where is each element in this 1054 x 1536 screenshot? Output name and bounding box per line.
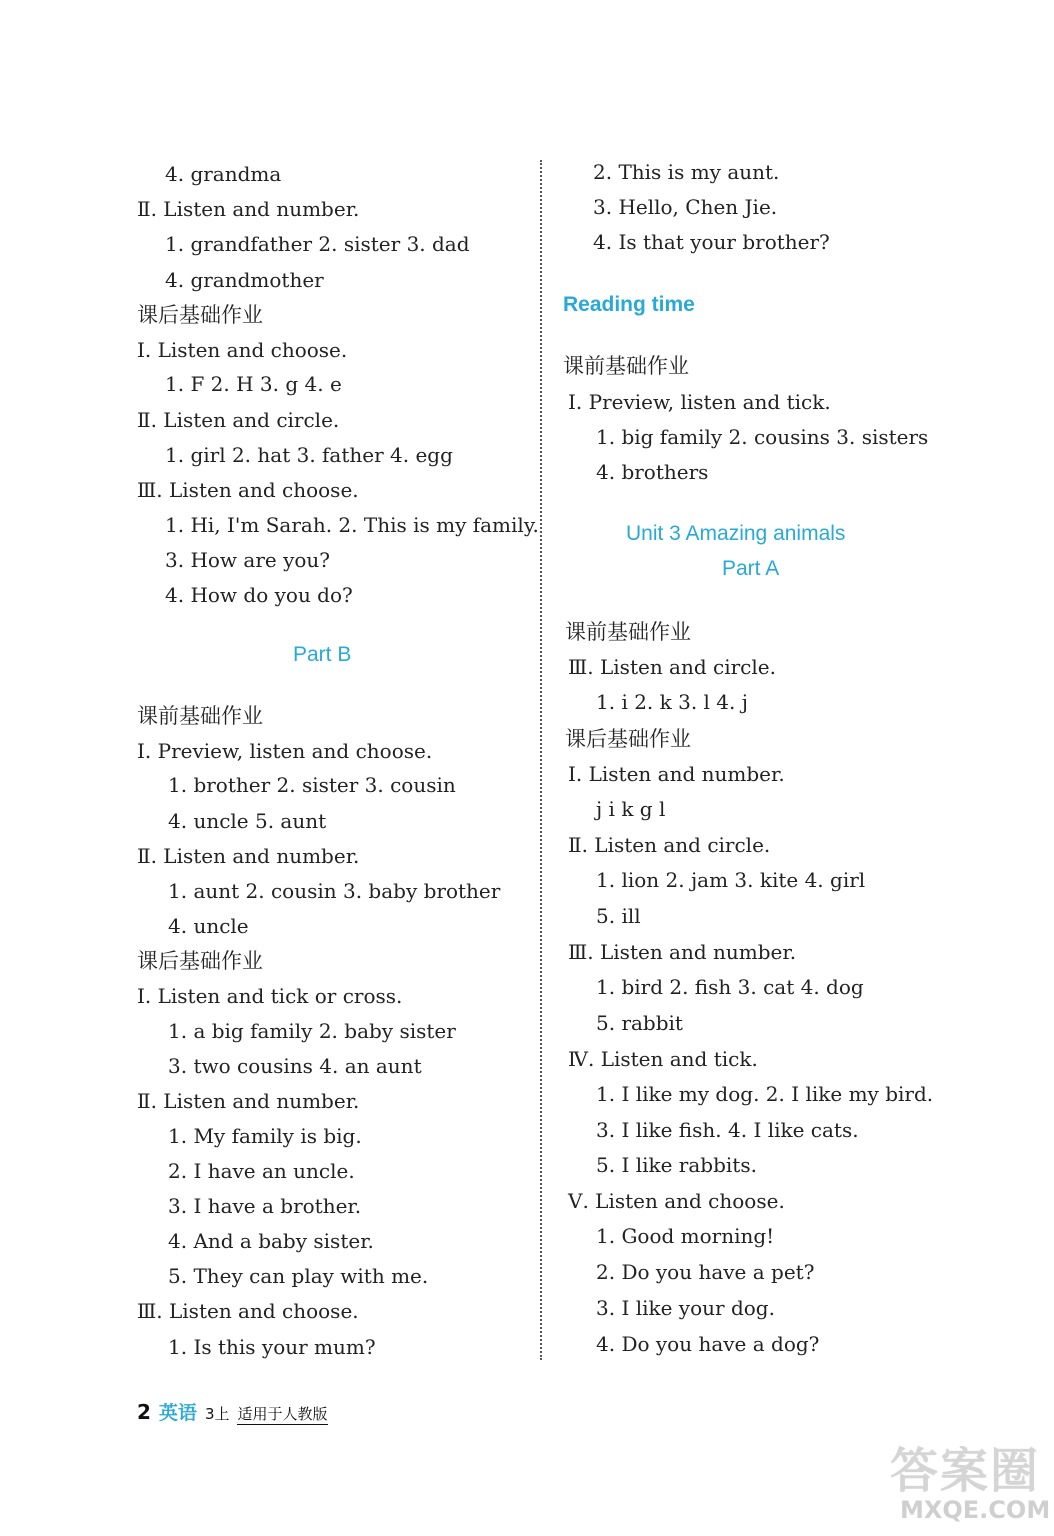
left-column-line: Ⅱ. Listen and number. (137, 1089, 360, 1113)
right-column-line: 1. big family 2. cousins 3. sisters (596, 425, 929, 449)
right-column-line: Reading time (563, 293, 695, 316)
left-column-line: Ⅱ. Listen and circle. (137, 408, 340, 432)
right-column-line: Part A (722, 557, 780, 580)
right-column-line: Ⅲ. Listen and circle. (568, 655, 776, 679)
left-column-line: 1. F 2. H 3. g 4. e (165, 372, 342, 396)
left-column-line: 4. And a baby sister. (168, 1229, 374, 1253)
left-column-line: 1. a big family 2. baby sister (168, 1019, 456, 1043)
left-column-line: 课后基础作业 (137, 949, 263, 973)
left-column-line: 3. two cousins 4. an aunt (168, 1054, 422, 1078)
page-number: 2 (137, 1400, 151, 1424)
left-column-line: 4. How do you do? (165, 583, 353, 607)
right-column-line: j i k g l (596, 797, 666, 821)
page-footer (137, 1398, 328, 1425)
right-column-line: Ⅴ. Listen and choose. (568, 1189, 785, 1213)
left-column-line: 课后基础作业 (137, 303, 263, 327)
right-column-line: 4. brothers (596, 460, 709, 484)
right-column-line: 2. This is my aunt. (593, 160, 780, 184)
left-column-line: 4. uncle (168, 914, 249, 938)
right-column-line: 1. i 2. k 3. l 4. j (596, 690, 748, 714)
right-column-line: Ⅳ. Listen and tick. (568, 1047, 758, 1071)
right-column-line: Ⅲ. Listen and number. (568, 940, 797, 964)
left-column-line: 1. girl 2. hat 3. father 4. egg (165, 443, 453, 467)
subject-label: 英语 (158, 1402, 197, 1424)
left-column-line: Ⅲ. Listen and choose. (137, 1299, 359, 1323)
left-column-line: Ⅰ. Listen and choose. (137, 338, 348, 362)
right-column-line: 3. I like your dog. (596, 1296, 775, 1320)
right-column-line: 5. ill (596, 904, 641, 928)
right-column-line: 5. rabbit (596, 1011, 683, 1035)
left-column-line: Ⅲ. Listen and choose. (137, 478, 359, 502)
right-column-line: 课前基础作业 (565, 620, 691, 644)
left-column-line: Ⅱ. Listen and number. (137, 197, 360, 221)
right-column-line: Ⅰ. Listen and number. (568, 762, 785, 786)
right-column-line: Unit 3 Amazing animals (626, 522, 846, 545)
right-column-line: 课前基础作业 (563, 354, 689, 378)
left-column-line: 1. brother 2. sister 3. cousin (168, 773, 456, 797)
edition-label: 适用于人教版 (237, 1405, 328, 1423)
right-column-line: 4. Is that your brother? (593, 230, 830, 254)
left-column-line: 5. They can play with me. (168, 1264, 429, 1288)
left-column-line: 4. grandmother (165, 268, 324, 292)
right-column-line: Ⅰ. Preview, listen and tick. (568, 390, 831, 414)
column-divider (540, 160, 542, 1360)
watermark-text: 答案圈 (890, 1443, 1041, 1499)
right-column-line: 1. Good morning! (596, 1224, 775, 1248)
left-column-line: 1. Is this your mum? (168, 1335, 376, 1359)
left-column-line: 4. grandma (165, 162, 282, 186)
left-column-line: Ⅰ. Listen and tick or cross. (137, 984, 403, 1008)
left-column-line: 4. uncle 5. aunt (168, 809, 327, 833)
right-column-line: 2. Do you have a pet? (596, 1260, 815, 1284)
right-column-line: 3. I like fish. 4. I like cats. (596, 1118, 859, 1142)
watermark-logo (882, 1430, 1051, 1530)
watermark-site: MXQE.COM (900, 1496, 1051, 1524)
right-column-line: 1. lion 2. jam 3. kite 4. girl (596, 868, 866, 892)
right-column-line: 课后基础作业 (565, 727, 691, 751)
left-column-line: 1. grandfather 2. sister 3. dad (165, 232, 470, 256)
left-column-line: Ⅱ. Listen and number. (137, 844, 360, 868)
left-column-line: 3. How are you? (165, 548, 331, 572)
left-column-line: 3. I have a brother. (168, 1194, 362, 1218)
right-column-line: 3. Hello, Chen Jie. (593, 195, 778, 219)
right-column-line: 4. Do you have a dog? (596, 1332, 820, 1356)
right-column-line: 1. bird 2. fish 3. cat 4. dog (596, 975, 864, 999)
right-column-line: 5. I like rabbits. (596, 1153, 757, 1177)
left-column-line: Part B (293, 643, 352, 666)
left-column-line: 1. aunt 2. cousin 3. baby brother (168, 879, 501, 903)
left-column-line: 课前基础作业 (137, 704, 263, 728)
right-column-line: Ⅱ. Listen and circle. (568, 833, 771, 857)
left-column-line: 2. I have an uncle. (168, 1159, 355, 1183)
left-column-line: 1. Hi, I'm Sarah. 2. This is my family. (165, 513, 539, 537)
right-column-line: 1. I like my dog. 2. I like my bird. (596, 1082, 934, 1106)
left-column-line: Ⅰ. Preview, listen and choose. (137, 739, 433, 763)
grade-label: 3上 (204, 1405, 230, 1423)
left-column-line: 1. My family is big. (168, 1124, 362, 1148)
